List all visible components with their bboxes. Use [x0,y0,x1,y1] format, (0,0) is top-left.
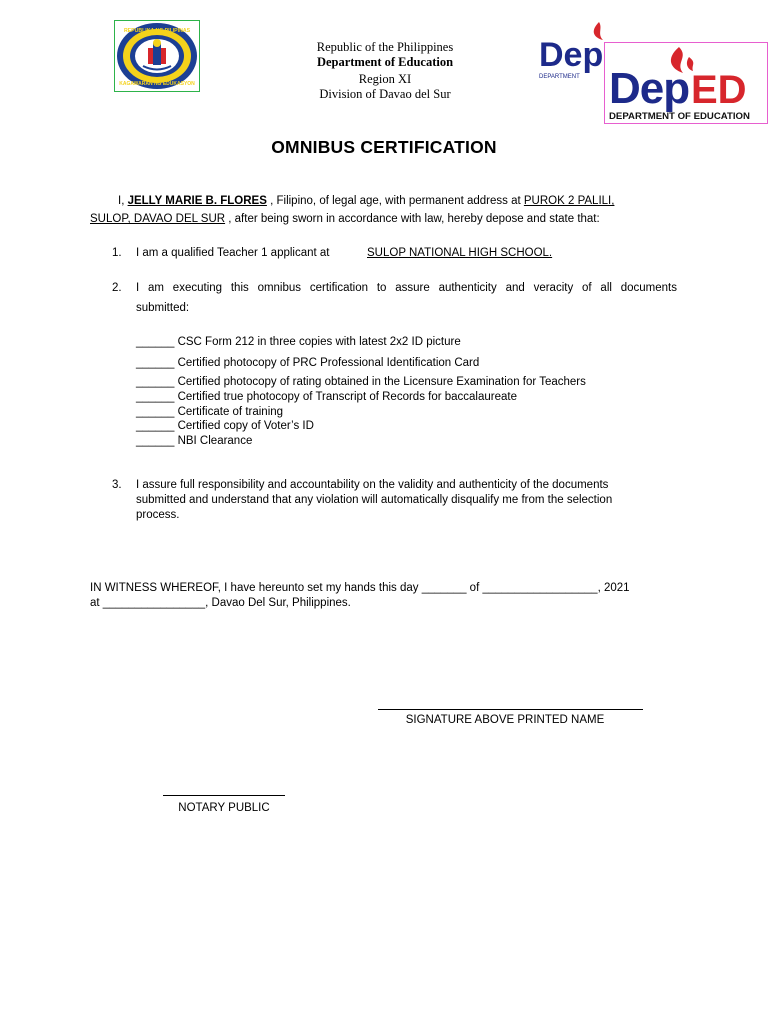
header-republic: Republic of the Philippines [316,40,454,54]
item-3-text: I assure full responsibility and accountability on the validity and authenticity of the documents [136,479,609,491]
document-item: ______ Certified photocopy of PRC Professional Identification Card [136,357,480,369]
svg-text:ED: ED [691,68,747,112]
item-1-text: I am a qualified Teacher 1 applicant at [136,247,330,259]
svg-text:Dep: Dep [539,36,604,74]
witness-line-2: at ________________, Davao Del Sur, Philippines. [90,597,351,609]
deped-seal [114,20,200,92]
school-name: SULOP NATIONAL HIGH SCHOOL. [367,247,553,259]
header-department: Department of Education [316,55,454,69]
intro-line-2: SULOP, DAVAO DEL SUR , after being sworn in accordance with law, hereby depose and state that: [90,213,600,225]
svg-text:DEPARTMENT: DEPARTMENT [539,74,580,80]
svg-text:DEPARTMENT OF EDUCATION: DEPARTMENT OF EDUCATION [609,111,750,122]
address-part-2: SULOP, DAVAO DEL SUR [90,213,226,225]
address-part-1: PUROK 2 PALILI, [523,195,615,207]
header-region: Region XI [358,72,412,86]
deped-logo [604,42,768,124]
notary-line [163,795,285,796]
svg-text:Dep: Dep [609,64,690,113]
document-item: ______ Certified true photocopy of Transcript of Records for baccalaureate [136,391,517,403]
document-item: ______ CSC Form 212 in three copies with latest 2x2 ID picture [136,336,461,348]
document-item: ______ NBI Clearance [136,435,253,447]
item-2-number: 2. [112,282,122,294]
item-3-text-end: process. [136,509,180,521]
seal-bottom-text: KAGAWARAN NG EDUKASYON [119,81,195,87]
item-1-number: 1. [112,247,122,259]
document-item: ______ Certified copy of Voter’s ID [136,420,314,432]
item-2-text: I am executing this omnibus certification to assure authenticity and veracity of all documents [136,282,677,294]
item-3-number: 3. [112,479,122,491]
witness-line-1: IN WITNESS WHEREOF, I have hereunto set my hands this day _______ of __________________, 2021 [90,582,630,594]
header-division: Division of Davao del Sur [319,87,451,101]
document-item: ______ Certified photocopy of rating obtained in the Licensure Examination for Teachers [136,376,586,388]
applicant-name: JELLY MARIE B. FLORES [127,195,267,207]
intro-line-1: I, JELLY MARIE B. FLORES , Filipino, of legal age, with permanent address at PUROK 2 PALILI, [118,195,615,207]
seal-top-text: REPUBLIKA NG PILIPINAS [123,28,191,34]
document-item: ______ Certificate of training [136,406,284,418]
signature-line [378,709,643,710]
notary-label: NOTARY PUBLIC [178,802,270,814]
signature-label: SIGNATURE ABOVE PRINTED NAME [405,714,605,726]
document-title: OMNIBUS CERTIFICATION [271,137,497,157]
item-3-text-cont: submitted and understand that any violation will automatically disqualify me from the selection [136,494,613,506]
item-2-text-cont: submitted: [136,302,190,314]
